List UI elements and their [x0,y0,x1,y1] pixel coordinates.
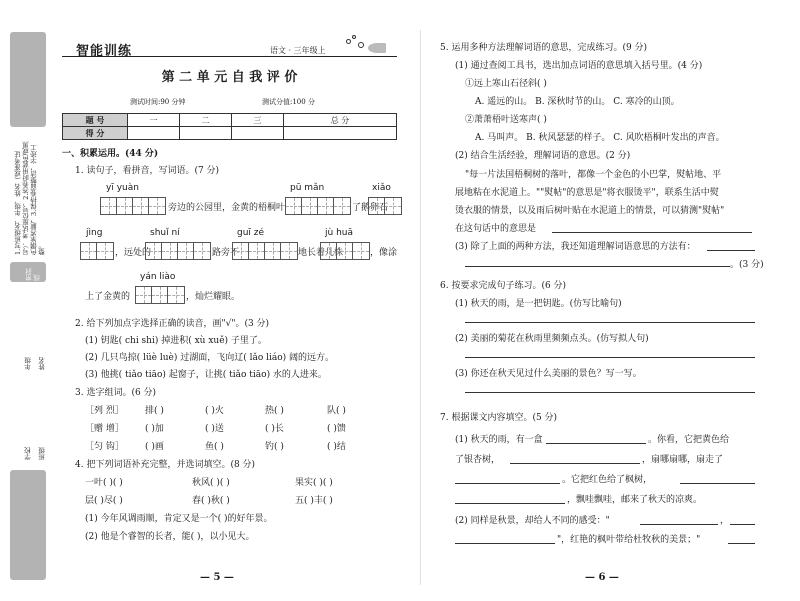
q5-paragraph: 在这句话中的意思是 [455,224,537,234]
q3-blank[interactable]: 钓( ) [265,442,284,452]
page-number: — 5 — [200,572,234,583]
question-3: 3. 选字组词。(6 分) [75,388,157,398]
score-table-header: 一 [128,114,180,127]
answer-line[interactable] [640,524,718,525]
seal-line-label: 密封线 [25,268,41,281]
answer-line[interactable] [680,483,755,484]
question-7: 7. 根据课文内容填空。(5 分) [440,413,558,423]
answer-line[interactable] [707,250,755,251]
q7-text: ，扇哪扇哪，扇走了 [642,455,724,465]
sentence-text: 上了金黄的 [85,292,131,302]
pinyin-grid[interactable] [285,197,351,215]
q3-option: ［列 烈］ [85,406,124,416]
page-divider [420,30,421,585]
pinyin-grid[interactable] [320,242,370,260]
answer-line[interactable] [552,232,752,233]
sentence-text: 路旁不 [212,248,240,258]
pinyin-grid[interactable] [80,242,114,260]
q5-options: A. 遥远的山。 B. 深秋时节的山。 C. 寒冷的山顶。 [475,97,680,107]
q7-text: ，飘哇飘哇，邮来了秋天的凉爽。 [567,495,703,505]
pinyin-label: yī yuàn [106,183,139,193]
q5-paragraph: 展地粘在水泥道上。""熨帖"的意思是"将衣服烫平"，联系生活中熨 [455,188,719,198]
q4-blank[interactable]: 果实( )( ) [295,478,333,488]
q5-sub: (3) 除了上面的两种方法，我还知道理解词语意思的方法有： [455,242,696,252]
q3-blank[interactable]: 热( ) [265,406,284,416]
q4-blank[interactable]: 秋风( )( ) [192,478,230,488]
bubble-decoration [346,39,351,44]
answer-line[interactable] [465,357,755,358]
q7-text: ， [720,516,730,526]
q3-blank[interactable]: ( )加 [145,424,164,434]
sentence-text: 地长着几株 [298,248,344,258]
q2-item: (2) 几只鸟掠( lüè luè) 过湖面，飞向辽( lǎo liáo) 阔的远方。 [85,353,335,363]
q4-item: (2) 他是个睿智的长者，能( )，以小见大。 [85,532,255,542]
q3-blank[interactable]: ( )结 [327,442,346,452]
q5-sub: (2) 结合生活经验，理解词语的意思。(2 分) [455,151,631,161]
score-cell[interactable] [180,127,232,140]
exam-notice: 1.写班级名、年级、姓名（或准考证号）、考试座位号，2.答卷时用蓝色或黑色钢笔答题，3.保持卷面整洁，字迹工整。 [14,141,46,255]
sentence-text: 了鹅卵石 [352,203,389,213]
q7-text: 。它把红色给了枫树， [562,475,653,485]
pinyin-label: xiǎo [372,183,391,193]
subject-label: 语文 · 三年级上 [270,46,326,55]
header-rule [62,56,397,57]
q3-blank[interactable]: ( )火 [205,406,224,416]
section-heading: 一、积累运用。(44 分) [62,149,159,159]
field-class-label: 班级 [38,447,46,460]
strip-gray-block [10,32,46,127]
q5-paragraph: 烫衣服的情景，以及雨后树叶贴在水泥道上的情景，可以猜测"熨帖" [455,206,725,216]
score-table-header: 二 [180,114,232,127]
pinyin-label: shuǐ ní [150,228,180,238]
full-score: 测试分值:100 分 [262,98,315,106]
score-table-header: 三 [232,114,284,127]
question-1: 1. 读句子，看拼音，写词语。(7 分) [75,166,220,176]
q6-item: (2) 美丽的菊花在秋雨里频频点头。(仿写拟人句) [455,334,649,344]
q2-item: (1) 钥匙( chi shi) 掉进积( xù xuě) 子里了。 [85,336,267,346]
pinyin-label: yán liào [140,272,176,282]
q5-options: A. 马叫声。 B. 秋风瑟瑟的样子。 C. 风吹梧桐叶发出的声音。 [475,133,725,143]
page-number: — 6 — [585,572,619,583]
sentence-text: ，远处的 [115,248,152,258]
score-table-header: 题 号 [63,114,128,127]
answer-line[interactable] [465,266,730,267]
q5-item: ①远上寒山石径斜( ) [465,79,547,89]
brand-title: 智能训练 [76,44,133,59]
q4-blank[interactable]: 层( )尽( ) [85,496,123,506]
question-5: 5. 运用多种方法理解词语的意思，完成练习。(9 分) [440,43,648,53]
q3-blank[interactable]: ( )画 [145,442,164,452]
score-cell[interactable] [232,127,284,140]
question-6: 6. 按要求完成句子练习。(6 分) [440,281,567,291]
bubble-decoration [352,35,356,39]
score-table [62,113,397,140]
pinyin-grid[interactable] [145,242,211,260]
pinyin-grid[interactable] [100,197,166,215]
pinyin-grid[interactable] [368,197,402,215]
q6-item: (1) 秋天的雨，是一把钥匙。(仿写比喻句) [455,299,622,309]
binding-strip [0,0,50,601]
q3-blank[interactable]: 排( ) [145,406,164,416]
sentence-text: ，像涂 [370,248,398,258]
q3-blank[interactable]: ( )长 [265,424,284,434]
q4-item: (1) 今年风调雨顺，肯定又是一个( )的好年景。 [85,514,273,524]
answer-line[interactable] [728,543,755,544]
field-name-label: 姓名 [38,357,46,370]
q7-text: 了银杏树， [455,455,501,465]
test-time: 测试时间:90 分钟 [130,98,186,106]
fish-icon [368,43,386,53]
sentence-text: ，灿烂耀眼。 [186,292,241,302]
q5-score: 。(3 分) [730,260,764,270]
question-4: 4. 把下列词语补充完整，并选词填空。(8 分) [75,460,256,470]
pinyin-label: pū mǎn [290,183,325,193]
score-cell[interactable] [128,127,180,140]
score-row-label: 得 分 [63,127,128,140]
q7-text: 。你看，它把黄色给 [648,435,730,445]
pinyin-label: jù huā [325,228,353,238]
score-table-header: 总 分 [284,114,397,127]
q7-text: (1) 秋天的雨，有一盒 [455,435,543,445]
q2-item: (3) 他挑( tiǎo tiāo) 起窗子，让挑( tiǎo tiāo) 水的人进来。 [85,370,327,380]
pinyin-label: jìng [86,228,103,238]
strip-gray-block [10,470,46,580]
q3-blank[interactable]: 鱼( ) [205,442,224,452]
answer-line[interactable] [455,503,565,504]
q4-blank[interactable]: 一叶( )( ) [85,478,123,488]
q7-text: (2) 同样是秋景，却给人不同的感受：" [455,516,610,526]
q3-option: ［赠 增］ [85,424,124,434]
q4-blank[interactable]: 五( )丰( ) [295,496,333,506]
pinyin-grid[interactable] [232,242,298,260]
bubble-decoration [358,42,364,48]
q3-blank[interactable]: ( )馈 [327,424,346,434]
pinyin-grid[interactable] [135,286,185,304]
q5-paragraph: "每一片法国梧桐树的落叶，都像一个金色的小巴掌，熨帖地、平 [465,170,722,180]
question-2: 2. 给下列加点字选择正确的读音，画"√"。(3 分) [75,319,270,329]
q3-blank[interactable]: 队( ) [327,406,346,416]
answer-line[interactable] [510,463,640,464]
answer-line[interactable] [730,524,755,525]
answer-line[interactable] [546,443,646,444]
answer-line[interactable] [455,543,555,544]
field-grade-label: 年级 [24,357,32,370]
answer-line[interactable] [455,483,560,484]
score-cell[interactable] [284,127,397,140]
sentence-text: 旁边的公园里，金黄的梧桐叶 [168,203,286,213]
page-title: 第 二 单 元 自 我 评 价 [161,70,298,85]
q5-item: ②萧萧梧叶送寒声( ) [465,115,547,125]
q3-blank[interactable]: ( )送 [205,424,224,434]
q3-option: ［匀 钩］ [85,442,124,452]
q4-blank[interactable]: 春( )秋( ) [192,496,230,506]
q6-item: (3) 你还在秋天见过什么美丽的景色？写一写。 [455,369,642,379]
answer-line[interactable] [465,322,755,323]
pinyin-label: guī zé [237,228,265,238]
field-school-label: 学校 [24,447,32,460]
q5-sub: (1) 通过查阅工具书，选出加点词语的意思填入括号里。(4 分) [455,61,703,71]
q7-text: "，红艳的枫叶带给杜牧秋的美景；" [557,535,701,545]
answer-line[interactable] [465,392,755,393]
